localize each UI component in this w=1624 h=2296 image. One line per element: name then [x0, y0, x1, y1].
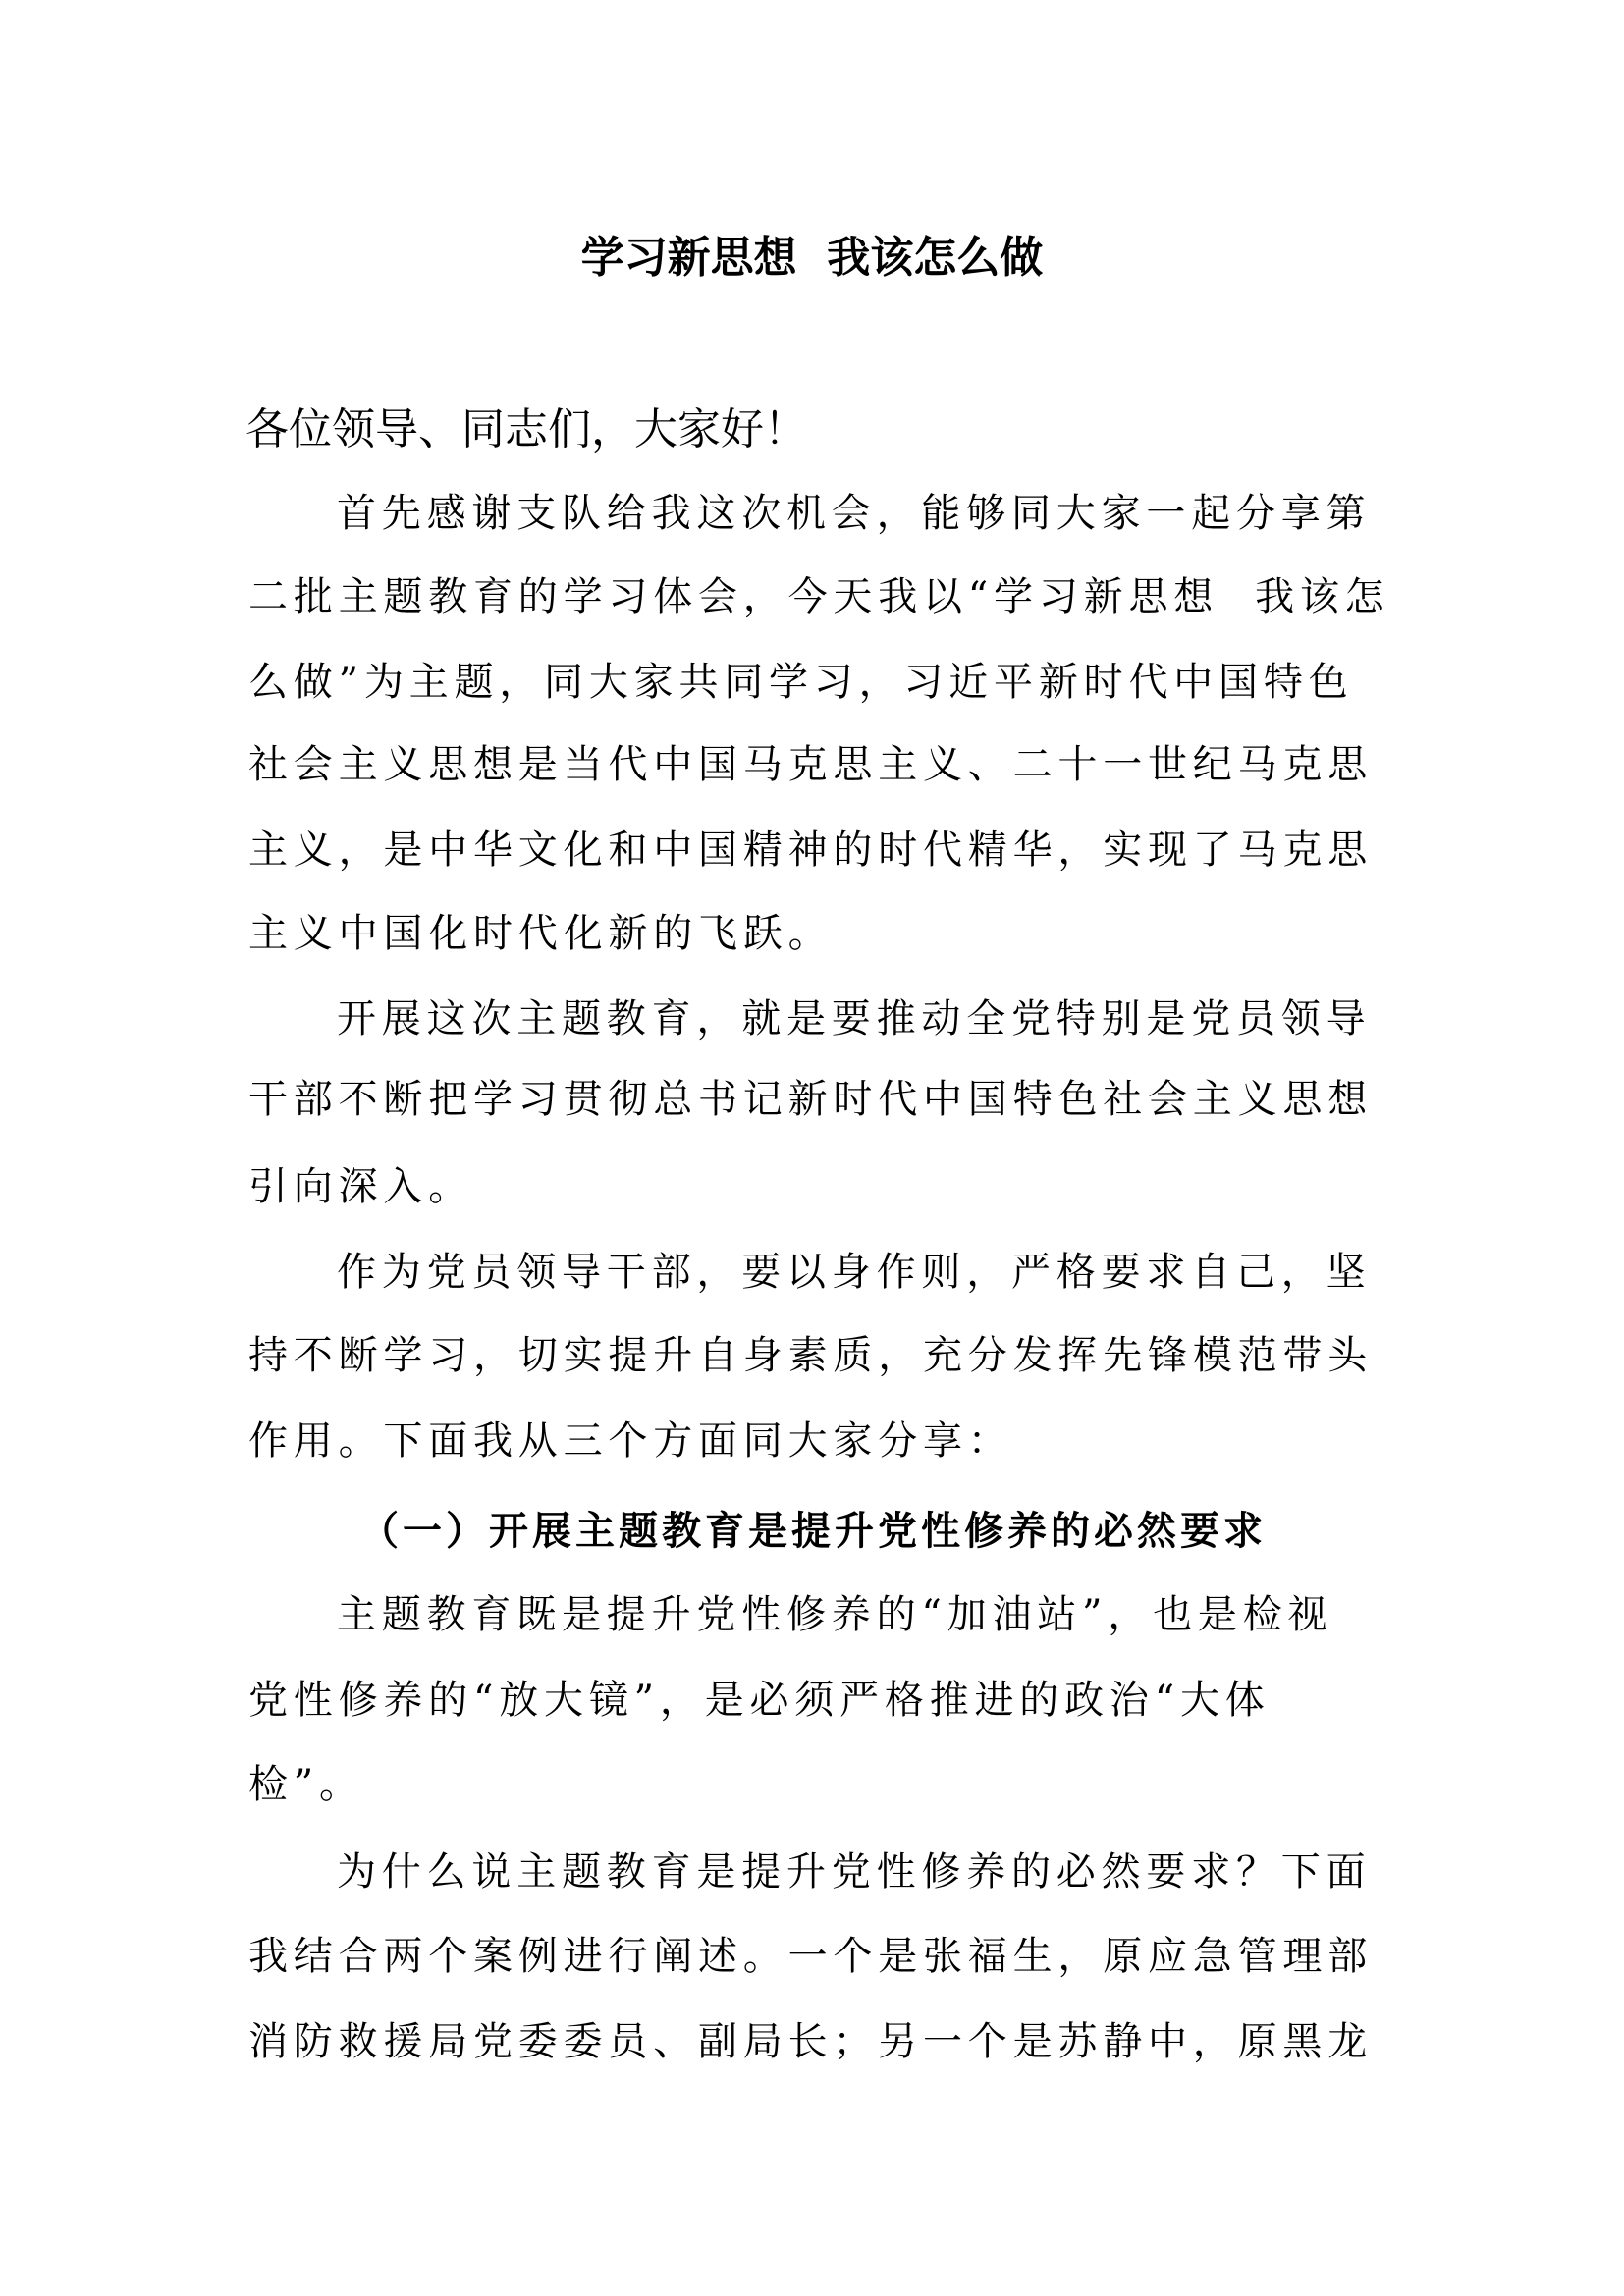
section-heading-1: （一）开展主题教育是提升党性修养的必然要求: [359, 1508, 1267, 1554]
paragraph-line: 持不断学习，切实提升自身素质，充分发挥先锋模范带头: [248, 1333, 1373, 1378]
paragraph-line: 干部不断把学习贯彻总书记新时代中国特色社会主义思想: [248, 1077, 1373, 1122]
greeting: 各位领导、同志们，大家好！: [245, 404, 807, 454]
document-title: 学习新思想 我该怎么做: [580, 233, 1044, 283]
paragraph-line: 作用。下面我从三个方面同大家分享：: [248, 1418, 1013, 1464]
paragraph-line: 党性修养的“放大镜”，是必须严格推进的政治“大体: [248, 1678, 1271, 1723]
paragraph-line: 我结合两个案例进行阐述。一个是张福生，原应急管理部: [248, 1934, 1373, 1979]
paragraph-line: 主题教育既是提升党性修养的“加油站”，也是检视: [337, 1592, 1333, 1637]
paragraph-line: 首先感谢支队给我这次机会，能够同大家一起分享第: [337, 491, 1372, 536]
paragraph-line: 消防救援局党委委员、副局长；另一个是苏静中，原黑龙: [248, 2019, 1373, 2064]
paragraph-line: 为什么说主题教育是提升党性修养的必然要求？下面: [337, 1849, 1372, 1895]
paragraph-line: 社会主义思想是当代中国马克思主义、二十一世纪马克思: [248, 742, 1373, 787]
paragraph-line: 二批主题教育的学习体会，今天我以“学习新思想 我该怎: [248, 574, 1390, 619]
paragraph-line: 主义中国化时代化新的飞跃。: [248, 911, 834, 956]
paragraph-line: 检”。: [248, 1762, 364, 1807]
paragraph-line: 作为党员领导干部，要以身作则，严格要求自己，坚: [337, 1250, 1372, 1295]
paragraph-line: 么做”为主题，同大家共同学习，习近平新时代中国特色: [248, 660, 1354, 705]
paragraph-line: 开展这次主题教育，就是要推动全党特别是党员领导: [337, 996, 1372, 1041]
paragraph-line: 主义，是中华文化和中国精神的时代精华，实现了马克思: [248, 828, 1373, 873]
paragraph-line: 引向深入。: [248, 1164, 473, 1209]
